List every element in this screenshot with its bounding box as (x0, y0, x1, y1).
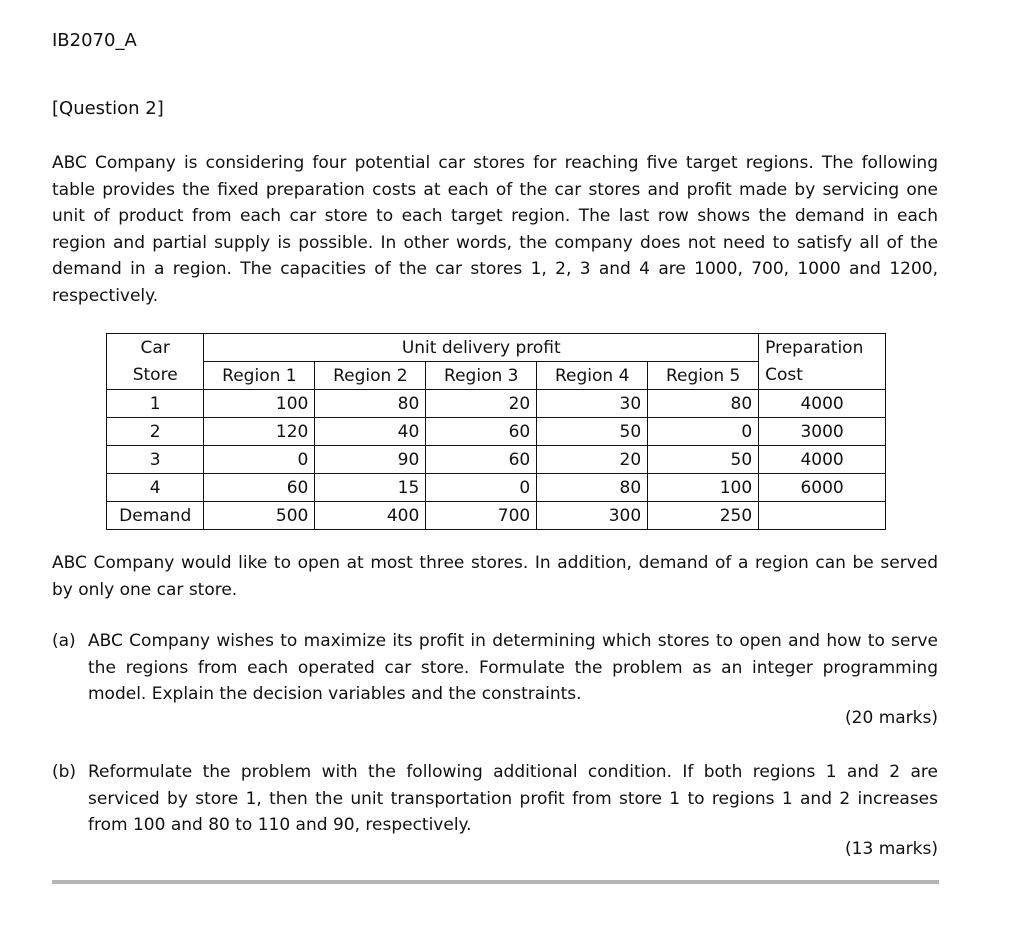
store-cell: 4 (107, 474, 204, 502)
profit-cell: 0 (426, 474, 537, 502)
profit-cell: 80 (648, 390, 759, 418)
demand-cell: 500 (204, 502, 315, 530)
profit-cell: 60 (426, 418, 537, 446)
cost-header: Cost (759, 362, 886, 390)
profit-table (106, 333, 886, 530)
store-header: Store (107, 362, 204, 390)
preparation-header: Preparation (759, 334, 886, 362)
demand-row (107, 502, 886, 530)
region-header: Region 3 (426, 362, 537, 390)
profit-cell: 20 (426, 390, 537, 418)
car-header: Car (107, 334, 204, 362)
profit-cell: 0 (204, 446, 315, 474)
profit-cell: 100 (648, 474, 759, 502)
profit-cell: 60 (426, 446, 537, 474)
profit-cell: 120 (204, 418, 315, 446)
profit-cell: 80 (315, 390, 426, 418)
profit-cell: 100 (204, 390, 315, 418)
region-header: Region 5 (648, 362, 759, 390)
part-a-letter: (a) (52, 631, 76, 651)
cost-cell: 4000 (759, 446, 886, 474)
profit-cell: 40 (315, 418, 426, 446)
bottom-divider (52, 880, 939, 884)
profit-cell: 20 (537, 446, 648, 474)
constraints-paragraph: ABC Company would like to open at most three stores. In addition, demand of a region can be served by only one car store. (52, 553, 938, 600)
table-row (107, 418, 886, 446)
question-label: [Question 2] (52, 98, 164, 119)
demand-cell: 700 (426, 502, 537, 530)
profit-cell: 0 (648, 418, 759, 446)
demand-cell: 300 (537, 502, 648, 530)
profit-cell: 50 (537, 418, 648, 446)
store-cell: 3 (107, 446, 204, 474)
demand-label: Demand (107, 502, 204, 530)
cost-cell: 4000 (759, 390, 886, 418)
profit-cell: 60 (204, 474, 315, 502)
profit-cell: 50 (648, 446, 759, 474)
intro-paragraph: ABC Company is considering four potential car stores for reaching five target regions. The following table provides the fixed preparation costs at each of the car stores and profit made by servicing one unit of product from each car store to each target region. The last row shows the demand in each region and partial supply is possible. In other words, the company does not need to satisfy all of the demand in a region. The capacities of the car stores 1, 2, 3 and 4 are 1000, 700, 1000 and 1200, respectively. (52, 153, 938, 306)
profit-cell: 90 (315, 446, 426, 474)
cost-cell: 6000 (759, 474, 886, 502)
part-a (52, 628, 938, 708)
part-a-text: ABC Company wishes to maximize its profit in determining which stores to open and how to serve the regions from each operated car store. Formulate the problem as an integer programming model. Explain the decision variables and the constraints. (88, 631, 938, 704)
exam-code: IB2070_A (52, 30, 137, 51)
table-row (107, 474, 886, 502)
demand-cell: 250 (648, 502, 759, 530)
empty-cell (759, 502, 886, 530)
store-cell: 1 (107, 390, 204, 418)
part-b-letter: (b) (52, 762, 77, 782)
region-header: Region 2 (315, 362, 426, 390)
cost-cell: 3000 (759, 418, 886, 446)
part-b (52, 759, 938, 839)
region-header: Region 1 (204, 362, 315, 390)
profit-cell: 30 (537, 390, 648, 418)
unit-delivery-profit-header: Unit delivery profit (204, 334, 759, 362)
profit-cell: 15 (315, 474, 426, 502)
table-subheader-row (107, 362, 886, 390)
region-header: Region 4 (537, 362, 648, 390)
demand-cell: 400 (315, 502, 426, 530)
table-header-row (107, 334, 886, 362)
table-row (107, 390, 886, 418)
part-b-text: Reformulate the problem with the following additional condition. If both regions 1 and 2 are serviced by store 1, then the unit transportation profit from store 1 to regions 1 and 2 increases from 100 and 80 to 110 and 90, respectively. (88, 762, 938, 835)
table-row (107, 446, 886, 474)
part-b-marks: (13 marks) (845, 839, 938, 859)
part-a-marks: (20 marks) (845, 708, 938, 728)
store-cell: 2 (107, 418, 204, 446)
profit-cell: 80 (537, 474, 648, 502)
